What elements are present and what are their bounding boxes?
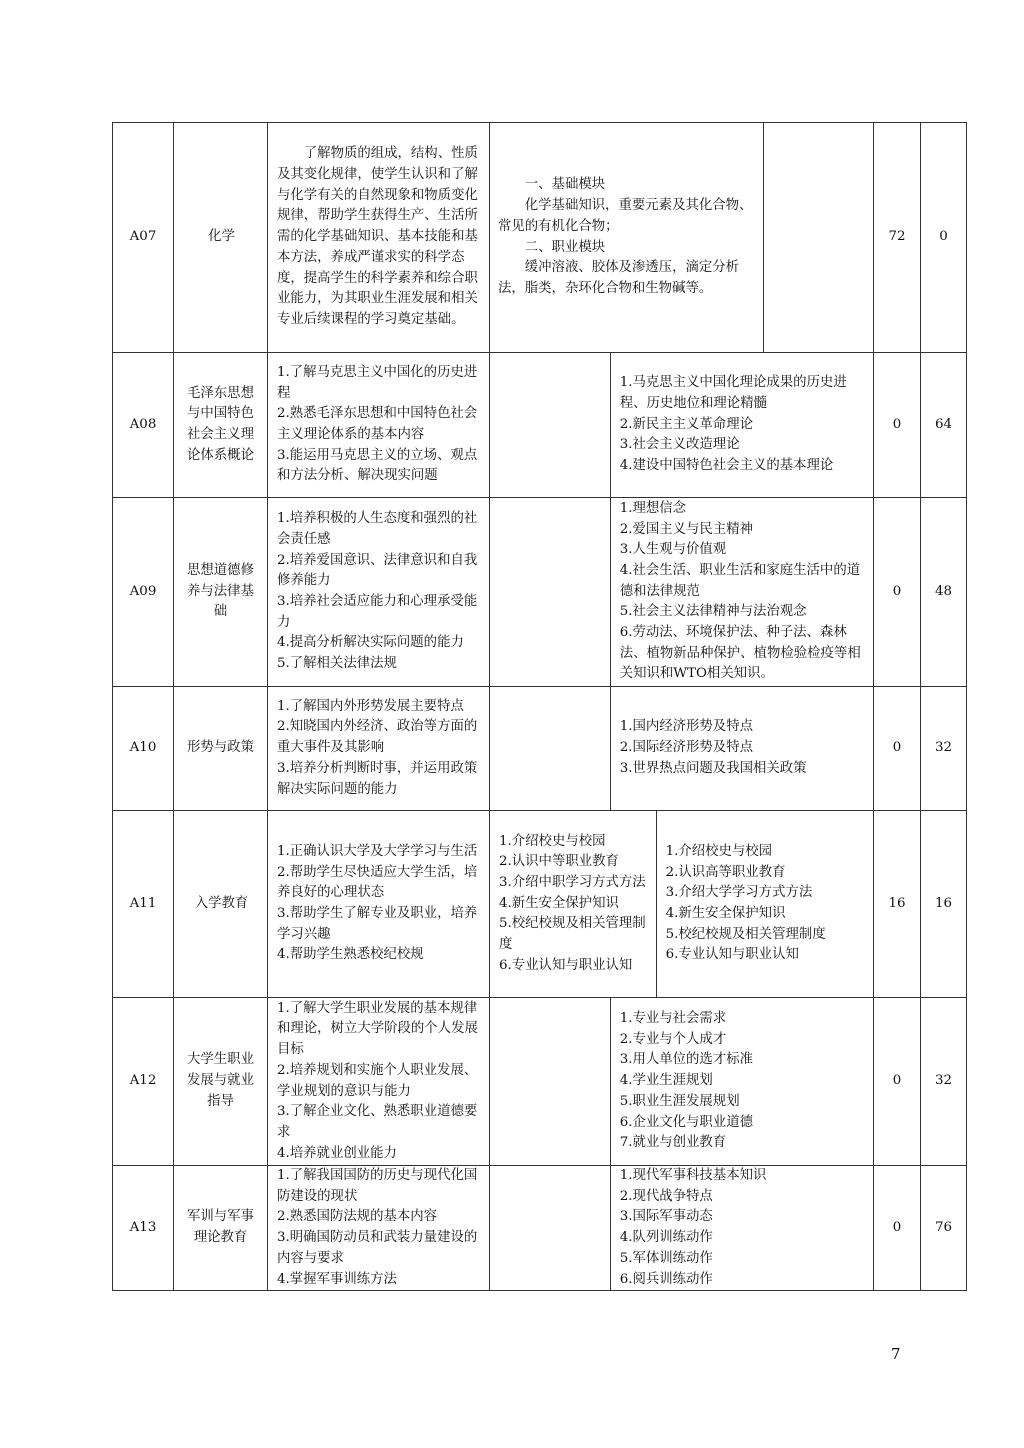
course-content-cell bbox=[490, 498, 874, 687]
hours-a: 0 bbox=[874, 687, 921, 811]
course-code: A10 bbox=[113, 687, 174, 811]
course-content-cell bbox=[490, 998, 874, 1166]
table-row bbox=[113, 1166, 967, 1291]
course-name: 思想道德修养与法律基础 bbox=[174, 498, 268, 687]
course-code: A09 bbox=[113, 498, 174, 687]
hours-a: 72 bbox=[874, 123, 921, 353]
course-table bbox=[112, 122, 967, 1291]
course-code: A12 bbox=[113, 998, 174, 1166]
course-content: 1.马克思主义中国化理论成果的历史进程、历史地位和理论精髓 2.新民主主义革命理论 3.社会主义改造理论 4.建设中国特色社会主义的基本理论 bbox=[619, 375, 847, 474]
hours-b: 16 bbox=[921, 811, 967, 998]
hours-a: 0 bbox=[874, 1166, 921, 1291]
course-content-cell bbox=[490, 123, 874, 353]
table-row bbox=[113, 123, 967, 353]
hours-a: 0 bbox=[874, 498, 921, 687]
table-row bbox=[113, 998, 967, 1166]
course-content-cell bbox=[490, 1166, 874, 1291]
course-content-secondary: 1.介绍校史与校园 2.认识中等职业教育 3.介绍中职学习方式方法 4.新生安全保护知识 5.校纪校规及相关管理制度 6.专业认知与职业认知 bbox=[499, 833, 646, 973]
course-name: 化学 bbox=[174, 123, 268, 353]
hours-b: 0 bbox=[921, 123, 967, 353]
course-code: A11 bbox=[113, 811, 174, 998]
course-goal: 了解物质的组成，结构、性质及其变化规律，使学生认识和了解与化学有关的自然现象和物质变化规律，帮助学生获得生产、生活所需的化学基础知识、基本技能和基本方法，养成严谨求实的科学态度，提高学生的科学素养和综合职业能力，为其职业生涯发展和相关专业后续课程的学习奠定基础。 bbox=[268, 123, 490, 353]
course-content-cell bbox=[490, 353, 874, 498]
course-name: 入学教育 bbox=[174, 811, 268, 998]
course-content: 1.国内经济形势及特点 2.国际经济形势及特点 3.世界热点问题及我国相关政策 bbox=[619, 719, 807, 776]
course-content: 1.理想信念 2.爱国主义与民主精神 3.人生观与价值观 4.社会生活、职业生活和家庭生活中的道德和法律规范 5.社会主义法律精神与法治观念 6.劳动法、环境保护法、种子法、森林法、植物新品种保护、植物检验检疫等相关知识和WTO相关知识。 bbox=[619, 500, 861, 682]
hours-b: 32 bbox=[921, 687, 967, 811]
hours-b: 48 bbox=[921, 498, 967, 687]
page-number: 7 bbox=[891, 1345, 901, 1363]
course-content: 1.介绍校史与校园 2.认识高等职业教育 3.介绍大学学习方式方法 4.新生安全保护知识 5.校纪校规及相关管理制度 6.专业认知与职业认知 bbox=[665, 843, 826, 963]
course-goal: 1.培养积极的人生态度和强烈的社会责任感 2.培养爱国意识、法律意识和自我修养能力 3.培养社会适应能力和心理承受能力 4.提高分析解决实际问题的能力 5.了解相关法律法规 bbox=[268, 498, 490, 687]
course-name: 军训与军事理论教育 bbox=[174, 1166, 268, 1291]
table-row bbox=[113, 498, 967, 687]
course-name: 大学生职业发展与就业指导 bbox=[174, 998, 268, 1166]
course-goal: 1.了解马克思主义中国化的历史进程 2.熟悉毛泽东思想和中国特色社会主义理论体系的基本内容 3.能运用马克思主义的立场、观点和方法分析、解决现实问题 bbox=[268, 353, 490, 498]
hours-b: 76 bbox=[921, 1166, 967, 1291]
course-name: 毛泽东思想与中国特色社会主义理论体系概论 bbox=[174, 353, 268, 498]
hours-b: 64 bbox=[921, 353, 967, 498]
course-goal: 1.了解国内外形势发展主要特点 2.知晓国内外经济、政治等方面的重大事件及其影响 3.培养分析判断时事，并运用政策解决实际问题的能力 bbox=[268, 687, 490, 811]
course-code: A08 bbox=[113, 353, 174, 498]
course-code: A13 bbox=[113, 1166, 174, 1291]
hours-a: 16 bbox=[874, 811, 921, 998]
course-goal: 1.了解大学生职业发展的基本规律和理论，树立大学阶段的个人发展目标 2.培养规划和实施个人职业发展、学业规划的意识与能力 3.了解企业文化、熟悉职业道德要求 4.培养就业创业能力 bbox=[268, 998, 490, 1166]
course-content: 1.现代军事科技基本知识 2.现代战争特点 3.国际军事动态 4.队列训练动作 5.军体训练动作 6.阅兵训练动作 bbox=[619, 1168, 767, 1287]
course-code: A07 bbox=[113, 123, 174, 353]
course-goal: 1.了解我国国防的历史与现代化国防建设的现状 2.熟悉国防法规的基本内容 3.明确国防动员和武装力量建设的内容与要求 4.掌握军事训练方法 bbox=[268, 1166, 490, 1291]
course-content-cell bbox=[490, 811, 874, 998]
hours-b: 32 bbox=[921, 998, 967, 1166]
table-row bbox=[113, 811, 967, 998]
table-row bbox=[113, 353, 967, 498]
course-content: 1.专业与社会需求 2.专业与个人成才 3.用人单位的选才标准 4.学业生涯规划 5.职业生涯发展规划 6.企业文化与职业道德 7.就业与创业教育 bbox=[619, 1011, 753, 1151]
course-goal: 1.正确认识大学及大学学习与生活 2.帮助学生尽快适应大学生活，培养良好的心理状态 3.帮助学生了解专业及职业，培养学习兴趣 4.帮助学生熟悉校纪校规 bbox=[268, 811, 490, 998]
hours-a: 0 bbox=[874, 353, 921, 498]
course-content: 一、基础模块 化学基础知识，重要元素及其化合物、常见的有机化合物； 二、职业模块 缓冲溶液、胶体及渗透压，滴定分析法，脂类，杂环化合物和生物碱等。 bbox=[498, 177, 753, 296]
course-content-cell bbox=[490, 687, 874, 811]
table-row bbox=[113, 687, 967, 811]
hours-a: 0 bbox=[874, 998, 921, 1166]
course-name: 形势与政策 bbox=[174, 687, 268, 811]
